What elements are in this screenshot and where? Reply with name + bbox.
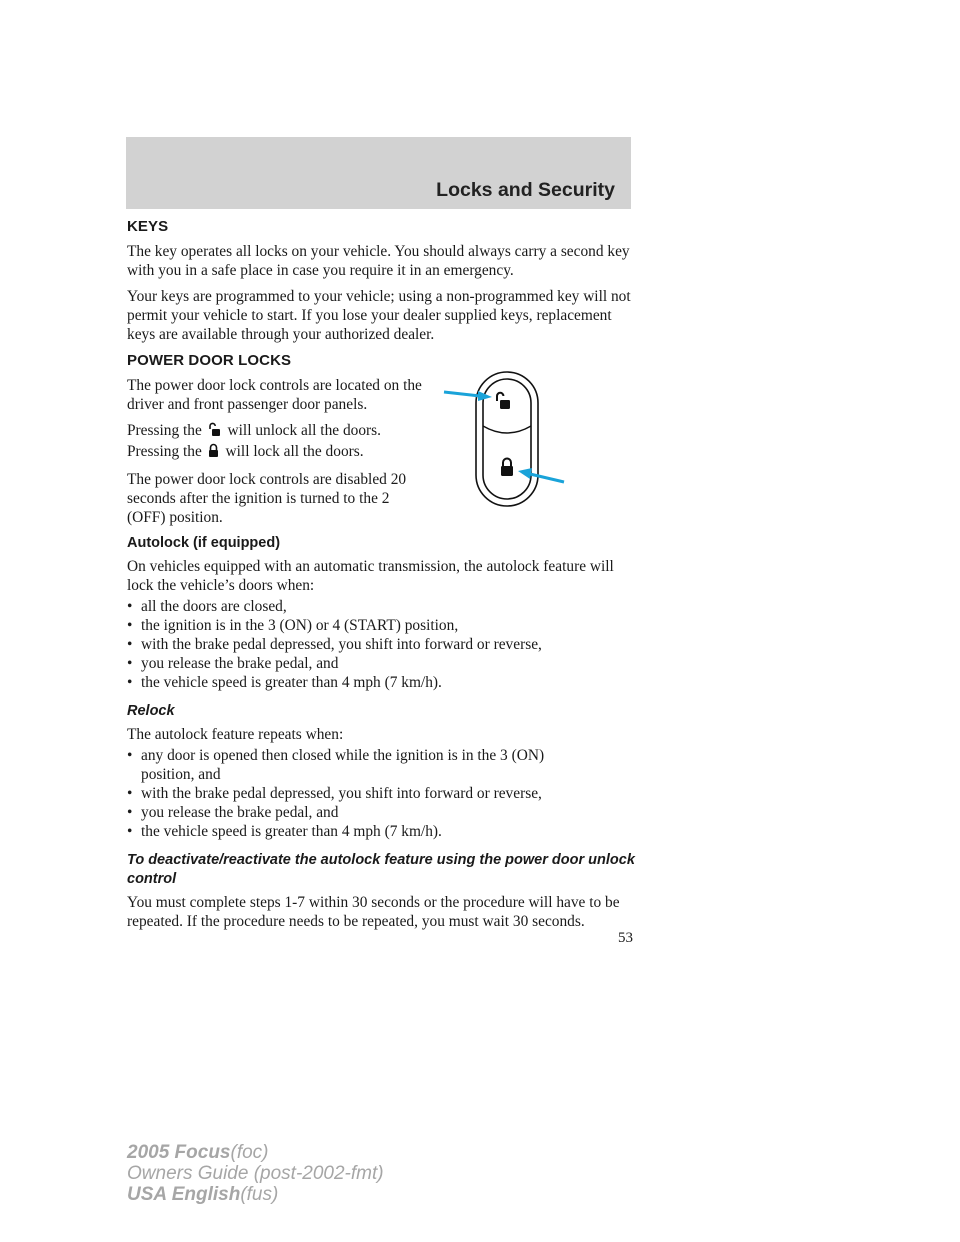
power-locks-paragraph-2 <box>127 421 427 463</box>
keys-paragraph-2: Your keys are programmed to your vehicle; using a non-programmed key will not permit your vehicle to start. If you lose your dealer supplied keys, replacement keys are available through your authorized dealer. <box>127 288 631 343</box>
keys-paragraph-1: The key operates all locks on your vehicle. You should always carry a second key with you in a safe place in case you require it in an emergency. <box>127 243 630 279</box>
relock-conditions-list <box>127 746 642 841</box>
relock-intro: The autolock feature repeats when: <box>127 726 344 743</box>
list-item: • the vehicle speed is greater than 4 mph (7 km/h). <box>127 673 642 692</box>
list-item: • the ignition is in the 3 (ON) or 4 (START) position, <box>127 616 642 635</box>
unlock-icon <box>497 393 510 409</box>
list-item: • with the brake pedal depressed, you shift into forward or reverse, <box>127 635 642 654</box>
document-footer <box>127 1142 384 1205</box>
keys-heading: KEYS <box>127 218 169 235</box>
power-locks-text-a: Pressing the <box>127 422 202 439</box>
section-title: Locks and Security <box>436 179 615 201</box>
page-number: 53 <box>618 930 633 946</box>
lock-icon <box>208 443 219 463</box>
lock-icon <box>501 459 513 477</box>
power-locks-paragraph-1: The power door lock controls are located on the driver and front passenger door panels. <box>127 377 422 413</box>
footer-language-code: (fus) <box>240 1184 279 1205</box>
relock-heading: Relock <box>127 703 175 719</box>
power-locks-paragraph-3: The power door lock controls are disabled 20 seconds after the ignition is turned to the 2 (OFF) position. <box>127 471 407 526</box>
list-item: • with the brake pedal depressed, you shift into forward or reverse, <box>127 784 642 803</box>
list-item: • any door is opened then closed while the ignition is in the 3 (ON) position, and <box>127 746 642 784</box>
list-item: • you release the brake pedal, and <box>127 803 642 822</box>
power-locks-text-c: will lock all the doors. <box>225 443 364 460</box>
footer-model: 2005 Focus <box>127 1142 231 1163</box>
footer-language: USA English <box>127 1184 241 1205</box>
list-item: • the vehicle speed is greater than 4 mph (7 km/h). <box>127 822 642 841</box>
lock-arrow <box>518 468 564 482</box>
deactivate-heading: To deactivate/reactivate the autolock feature using the power door unlock control <box>127 852 635 887</box>
door-lock-switch-illustration <box>440 370 570 510</box>
footer-model-code: (foc) <box>230 1142 269 1163</box>
power-door-locks-heading: POWER DOOR LOCKS <box>127 352 292 369</box>
list-item: • you release the brake pedal, and <box>127 654 642 673</box>
footer-guide: Owners Guide (post-2002-fmt) <box>127 1163 384 1184</box>
power-locks-text-b: will unlock all the doors. Pressing the <box>127 422 381 460</box>
unlock-icon <box>208 422 221 442</box>
autolock-intro: On vehicles equipped with an automatic transmission, the autolock feature will lock the vehicle’s doors when: <box>127 558 614 594</box>
autolock-heading: Autolock (if equipped) <box>127 535 281 551</box>
autolock-conditions-list <box>127 597 642 692</box>
page-content <box>127 217 642 938</box>
deactivate-paragraph: You must complete steps 1-7 within 30 seconds or the procedure will have to be repeated. If the procedure needs to be repeated, you must wait 30 seconds. <box>127 894 620 930</box>
section-header-band <box>126 137 631 209</box>
list-item: • all the doors are closed, <box>127 597 642 616</box>
